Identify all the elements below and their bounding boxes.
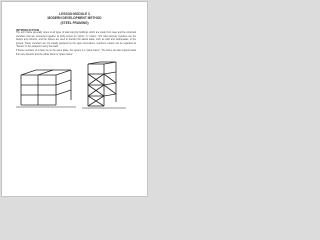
paragraph-plane-frame: If frame members of a frame lie on the same plane, the system is a "plane frame". The frame can also support loads from any direction and the whole frame is "space frame". [16,50,136,56]
document-header [2,12,147,25]
header-line-1: LESSON MODULE 3 [59,12,90,16]
header-line-3: (STEEL FRAMING) [60,20,89,25]
frame-drawing-right [88,62,116,106]
frame-drawing-left [21,70,71,105]
section-title: INTRODUCTION [16,28,39,32]
document-page [1,1,148,197]
paragraph-intro: The term frame generally refers to all types of load carrying buildings which are made from steel and the structural members that are connected together at joints known as "joints" or "nodes". The load carrying members are the beams and columns, and the frames are used to transfer the lateral loads, such as wind and earthquakes, to the ground. These members are not equally designed by the span connections, members, beams can be regarded as "frames" in the analysis to carry the loads. [16,32,136,49]
header-line-2: MODERN DEVELOPMENT METHOD [47,16,102,21]
steel-frame-figure [16,60,136,110]
